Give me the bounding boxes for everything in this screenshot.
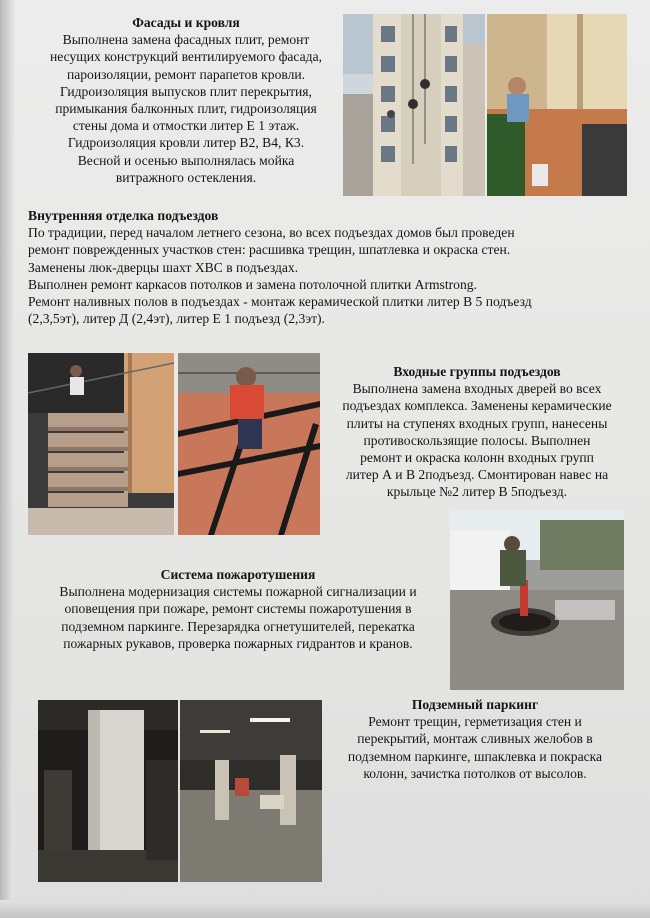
text-line: литер А и В 2подъезд. Смонтирован навес на: [345, 467, 609, 483]
text-line: примыкания балконных плит, гидроизоляция: [55, 101, 317, 117]
text-line: По традиции, перед началом летнего сезона, во всех подъездах домов был проведен: [28, 225, 515, 241]
text-line: Ремонт наливных полов в подъездах - монтаж керамической плитки литер В 5 подъезд: [28, 294, 532, 310]
section-title: Фасады и кровля: [132, 15, 240, 30]
section-title: Подземный паркинг: [411, 697, 539, 712]
photo-anti-slip-strips: [178, 353, 320, 535]
photo-facade-climbers: [343, 14, 485, 196]
text-line: Ремонт трещин, герметизация стен и: [368, 714, 582, 730]
text-line: Выполнен ремонт каркасов потолков и замена потолочной плитки Armstrong.: [28, 276, 477, 292]
photo-parking-column: [38, 700, 178, 882]
text-line: крыльце №2 литер В 5подъезд.: [386, 484, 568, 500]
text-line: противоскользящие полосы. Выполнен: [363, 432, 591, 448]
text-line: Гидроизоляция кровли литер В2, В4, К3.: [67, 135, 305, 151]
text-line: стены дома и отмостки литер Е 1 этаж.: [72, 118, 300, 134]
section-title: Входные группы подъездов: [393, 364, 561, 379]
text-line: Гидроизоляция выпусков плит перекрытия,: [60, 83, 312, 99]
text-line: ремонт поврежденных участков стен: расшивка трещин, шпатлевка и окраска стен.: [28, 242, 511, 258]
text-line: витражного остекления.: [115, 169, 257, 185]
section-facades: [28, 14, 344, 186]
section-title: Система пожаротушения: [160, 567, 316, 582]
photo-entrance-stairs: [28, 353, 174, 535]
section-title: Внутренняя отделка подъездов: [28, 208, 219, 223]
text-line: плиты на ступенях входных групп, нанесены: [346, 415, 608, 431]
section-interior: [28, 207, 628, 327]
text-line: пожарных рукавов, проверка пожарных гидрантов и кранов.: [63, 635, 413, 651]
text-line: Выполнена замена входных дверей во всех: [352, 381, 602, 397]
text-line: Выполнена замена фасадных плит, ремонт: [62, 32, 310, 48]
text-line: колонн, зачистка потолков от высолов.: [363, 765, 587, 781]
text-line: Весной и осенью выполнялась мойка: [77, 152, 295, 168]
text-line: несущих конструкций вентилируемого фасада,: [49, 49, 323, 65]
page-shadow-left: [0, 0, 14, 918]
text-line: оповещения при пожаре, ремонт системы пожаротушения в: [64, 601, 412, 617]
text-line: ремонт и окраска колонн входных групп: [360, 450, 594, 466]
text-line: Заменены люк-дверцы шахт ХВС в подъездах.: [28, 259, 299, 275]
text-line: подземном паркинге. Перезарядка огнетушителей, перекатка: [61, 618, 415, 634]
photo-parking-hall: [180, 700, 322, 882]
section-entrances: [318, 363, 636, 501]
text-line: подъездах комплекса. Заменены керамические: [342, 398, 612, 414]
section-parking: [320, 696, 630, 782]
photo-fire-hydrant: [450, 510, 624, 690]
text-line: (2,3,5эт), литер Д (2,4эт), литер Е 1 подъезд (2,3эт).: [28, 311, 325, 327]
text-line: подземном паркинге, шпаклевка и покраска: [347, 748, 603, 764]
text-line: перекрытий, монтаж сливных желобов в: [357, 731, 593, 747]
text-line: пароизоляции, ремонт парапетов кровли.: [66, 66, 306, 82]
section-fire: [28, 566, 448, 652]
text-line: Выполнена модернизация системы пожарной сигнализации и: [59, 584, 417, 600]
page-shadow-bottom: [0, 900, 650, 918]
photo-facade-worker: [487, 14, 627, 196]
